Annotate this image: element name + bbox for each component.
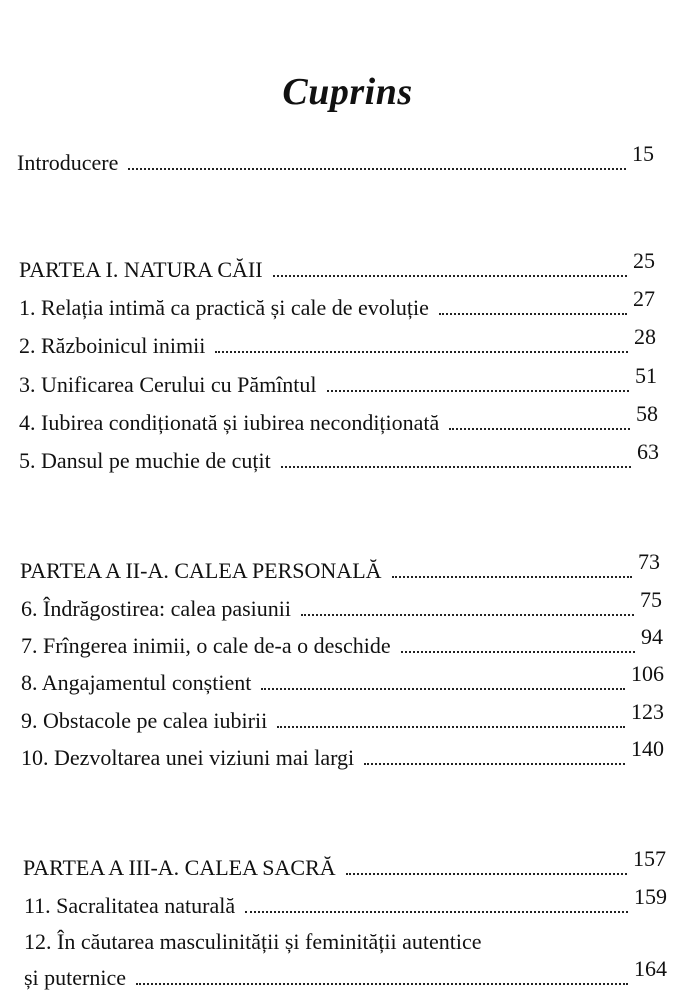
toc-page-number: 58 bbox=[636, 401, 658, 426]
page-title: Cuprins bbox=[282, 71, 413, 113]
toc-part-heading bbox=[20, 549, 660, 584]
dot-leader bbox=[449, 428, 630, 430]
dot-leader bbox=[327, 390, 629, 392]
dot-leader bbox=[401, 651, 635, 653]
dot-leader bbox=[439, 313, 627, 315]
toc-entry bbox=[19, 324, 656, 359]
toc-page-number: 63 bbox=[637, 439, 659, 464]
toc-entry bbox=[21, 624, 663, 659]
dot-leader bbox=[215, 351, 628, 353]
toc-entry-label: 6. Îndrăgostirea: calea pasiunii bbox=[21, 596, 292, 621]
toc-entry bbox=[21, 587, 662, 622]
dot-leader bbox=[245, 911, 628, 913]
toc-entry bbox=[19, 401, 658, 436]
toc-entry bbox=[24, 884, 667, 919]
toc-entry-label: 5. Dansul pe muchie de cuțit bbox=[19, 448, 271, 473]
toc-page-number: 75 bbox=[640, 587, 662, 612]
toc-entry-label: Introducere bbox=[17, 150, 119, 175]
toc-page-number: 157 bbox=[633, 846, 666, 871]
toc-page-number: 25 bbox=[633, 248, 655, 273]
toc-entry-label: 9. Obstacole pe calea iubirii bbox=[21, 708, 268, 733]
toc-page-number: 27 bbox=[633, 286, 655, 311]
toc-entry bbox=[21, 736, 664, 771]
toc-page-number: 164 bbox=[634, 956, 667, 981]
toc-entry-label: 10. Dezvoltarea unei viziuni mai largi bbox=[21, 745, 355, 770]
toc-entry bbox=[21, 699, 664, 734]
toc-page-number: 51 bbox=[635, 363, 657, 388]
dot-leader bbox=[277, 726, 625, 728]
toc-entry-label: 2. Războinicul inimii bbox=[19, 333, 206, 358]
toc-entry bbox=[19, 363, 657, 398]
dot-leader bbox=[301, 614, 634, 616]
toc-entry-label: și puternice bbox=[24, 965, 127, 990]
dot-leader bbox=[392, 576, 632, 578]
toc-page-number: 140 bbox=[631, 736, 664, 761]
toc-entry-label: PARTEA A III-A. CALEA SACRĂ bbox=[23, 855, 336, 880]
toc-part-heading bbox=[23, 846, 666, 881]
toc-entry bbox=[19, 286, 655, 321]
toc-entry bbox=[19, 439, 659, 474]
toc-entry-label: PARTEA A II-A. CALEA PERSONALĂ bbox=[20, 558, 382, 583]
toc-part-heading bbox=[19, 248, 655, 283]
toc-page-number: 15 bbox=[632, 141, 654, 166]
dot-leader bbox=[364, 763, 625, 765]
toc-entry-introduction bbox=[17, 141, 654, 176]
toc-entry-label: 8. Angajamentul conștient bbox=[21, 670, 252, 695]
dot-leader bbox=[261, 688, 625, 690]
toc-entry-label: 4. Iubirea condiționată și iubirea necondiționată bbox=[19, 410, 440, 435]
dot-leader bbox=[128, 168, 626, 170]
toc-entry-label: 1. Relația intimă ca practică și cale de evoluție bbox=[19, 295, 429, 320]
toc-page-number: 73 bbox=[638, 549, 660, 574]
toc-page-number: 28 bbox=[634, 324, 656, 349]
dot-leader bbox=[346, 873, 627, 875]
dot-leader bbox=[273, 275, 627, 277]
toc-entry-label: PARTEA I. NATURA CĂII bbox=[19, 257, 263, 282]
toc-page-number: 106 bbox=[631, 661, 664, 686]
toc-page-number: 159 bbox=[634, 884, 667, 909]
toc-entry-label: 3. Unificarea Cerului cu Pămîntul bbox=[19, 372, 317, 397]
toc-page-number: 123 bbox=[631, 699, 664, 724]
dot-leader bbox=[281, 466, 631, 468]
toc-entry-label: 11. Sacralitatea naturală bbox=[24, 893, 236, 918]
toc-entry bbox=[21, 661, 664, 696]
dot-leader bbox=[136, 983, 628, 985]
toc-entry-label: 7. Frîngerea inimii, o cale de-a o deschide bbox=[21, 633, 391, 658]
toc-page-number: 94 bbox=[641, 624, 663, 649]
toc-entry-label: 12. În căutarea masculinității și feminității autentice bbox=[24, 929, 482, 954]
toc-entry bbox=[24, 956, 667, 991]
